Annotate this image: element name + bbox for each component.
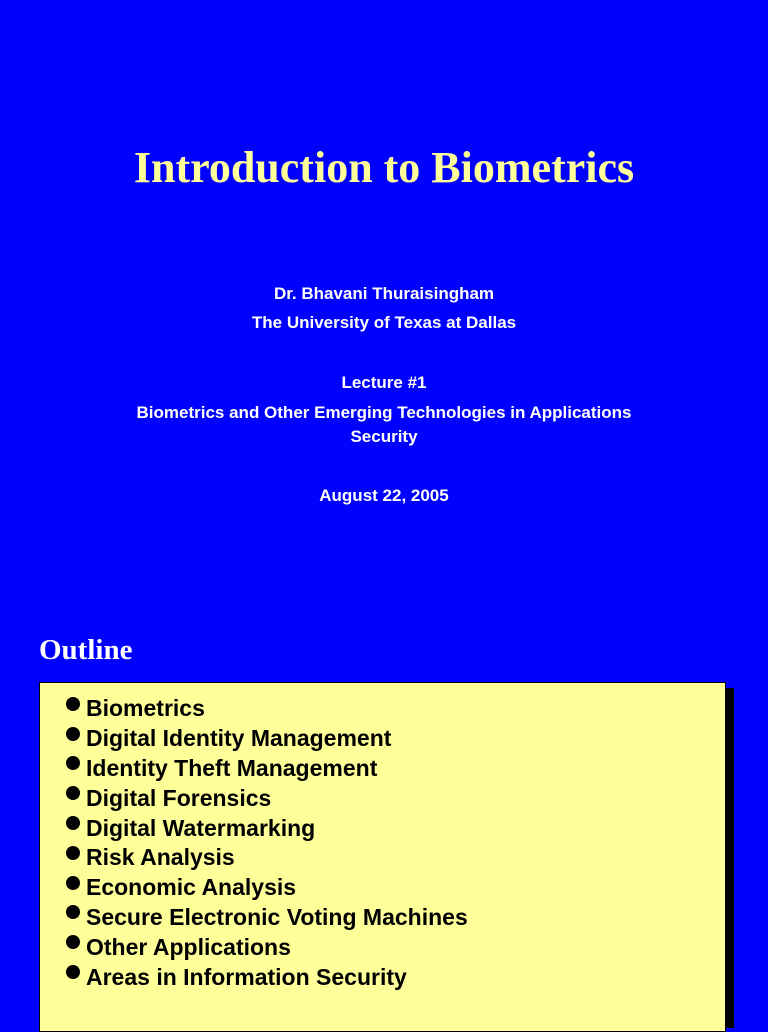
bullet-icon	[66, 697, 80, 711]
bullet-icon	[66, 727, 80, 741]
outline-item-label: Economic Analysis	[86, 874, 297, 901]
bullet-icon	[66, 846, 80, 860]
outline-item-label: Secure Electronic Voting Machines	[86, 903, 468, 930]
bullet-icon	[66, 965, 80, 979]
outline-item	[66, 724, 468, 754]
outline-item	[66, 932, 468, 962]
outline-item	[66, 813, 468, 843]
outline-item	[66, 754, 468, 784]
outline-item-label: Areas in Information Security	[86, 963, 407, 990]
outline-item-label: Digital Identity Management	[86, 725, 392, 752]
course-name: Biometrics and Other Emerging Technologies in Applications Security	[136, 403, 632, 446]
outline-item	[66, 843, 468, 873]
bullet-icon	[66, 756, 80, 770]
lecture-number: Lecture #1	[341, 373, 427, 392]
outline-item	[66, 783, 468, 813]
lecture-date: August 22, 2005	[319, 486, 449, 505]
outline-item	[66, 873, 468, 903]
outline-item	[66, 694, 468, 724]
bullet-icon	[66, 905, 80, 919]
outline-item-label: Identity Theft Management	[86, 754, 378, 781]
bullet-icon	[66, 935, 80, 949]
outline-item-label: Other Applications	[86, 933, 291, 960]
outline-list	[66, 694, 468, 992]
outline-box	[39, 682, 726, 1032]
bullet-icon	[66, 876, 80, 890]
bullet-icon	[66, 786, 80, 800]
author-name: Dr. Bhavani Thuraisingham	[273, 284, 495, 303]
outline-item	[66, 962, 468, 992]
outline-title: Outline	[39, 634, 133, 666]
bullet-icon	[66, 816, 80, 830]
outline-item	[66, 903, 468, 933]
outline-item-label: Biometrics	[86, 695, 205, 722]
outline-item-label: Digital Watermarking	[86, 814, 316, 841]
slide-title: Introduction to Biometrics	[133, 143, 635, 192]
outline-item-label: Digital Forensics	[86, 784, 272, 811]
outline-item-label: Risk Analysis	[86, 844, 235, 871]
university-name: The University of Texas at Dallas	[251, 313, 517, 332]
